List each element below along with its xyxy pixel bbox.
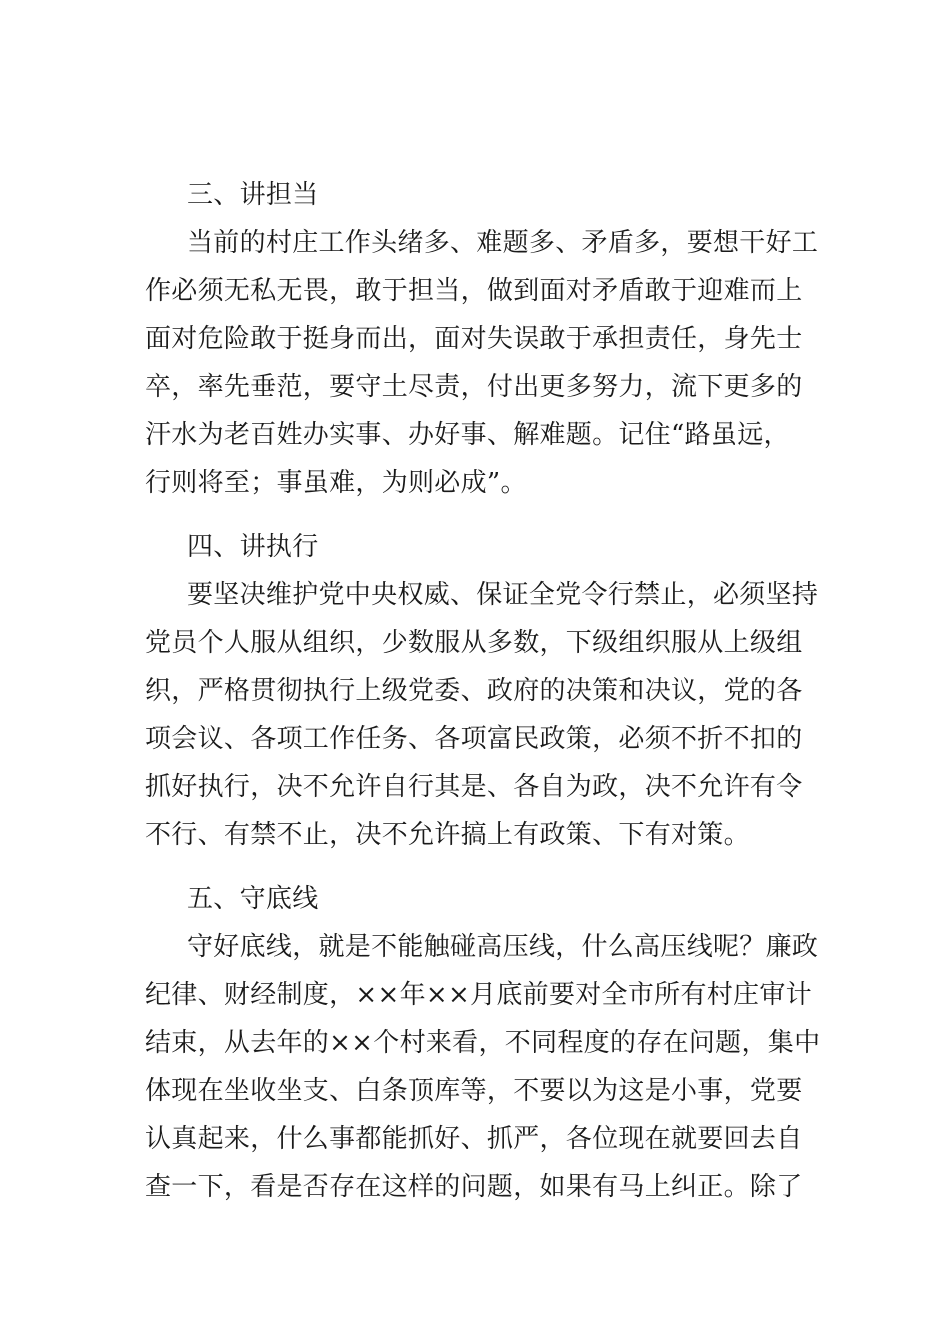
paragraph-line: 汗水为老百姓办实事、办好事、解难题。记住“路虽远， [145, 420, 790, 450]
section-heading-4: 四、讲执行 [187, 532, 319, 562]
paragraph-line: 作必须无私无畏，敢于担当，做到面对矛盾敢于迎难而上 [145, 276, 803, 306]
section-heading-5: 五、守底线 [187, 884, 319, 914]
paragraph-line: 不行、有禁不止，决不允许搞上有政策、下有对策。 [145, 820, 750, 850]
paragraph-line: 织，严格贯彻执行上级党委、政府的决策和决议，党的各 [145, 676, 803, 706]
paragraph-line: 面对危险敢于挺身而出，面对失误敢于承担责任，身先士 [145, 324, 803, 354]
paragraph-line: 抓好执行，决不允许自行其是、各自为政，决不允许有令 [145, 772, 803, 802]
paragraph-line: 认真起来，什么事都能抓好、抓严，各位现在就要回去自 [145, 1124, 803, 1154]
paragraph-line: 查一下，看是否存在这样的问题，如果有马上纠正。除了 [145, 1172, 803, 1202]
paragraph-line: 要坚决维护党中央权威、保证全党令行禁止，必须坚持 [187, 580, 819, 610]
paragraph-line: 当前的村庄工作头绪多、难题多、矛盾多，要想干好工 [187, 228, 819, 258]
paragraph-line: 守好底线，就是不能触碰高压线，什么高压线呢？廉政 [187, 932, 819, 962]
paragraph-line: 行则将至；事虽难，为则必成”。 [145, 468, 527, 498]
paragraph-line: 卒，率先垂范，要守土尽责，付出更多努力，流下更多的 [145, 372, 803, 402]
paragraph-line: 项会议、各项工作任务、各项富民政策，必须不折不扣的 [145, 724, 803, 754]
paragraph-line: 体现在坐收坐支、白条顶库等，不要以为这是小事，党要 [145, 1076, 803, 1106]
paragraph-line: 纪律、财经制度，××年××月底前要对全市所有村庄审计 [145, 980, 812, 1010]
paragraph-line: 结束，从去年的××个村来看，不同程度的存在问题，集中 [145, 1028, 821, 1058]
section-heading-3: 三、讲担当 [187, 180, 319, 210]
paragraph-line: 党员个人服从组织，少数服从多数，下级组织服从上级组 [145, 628, 803, 658]
